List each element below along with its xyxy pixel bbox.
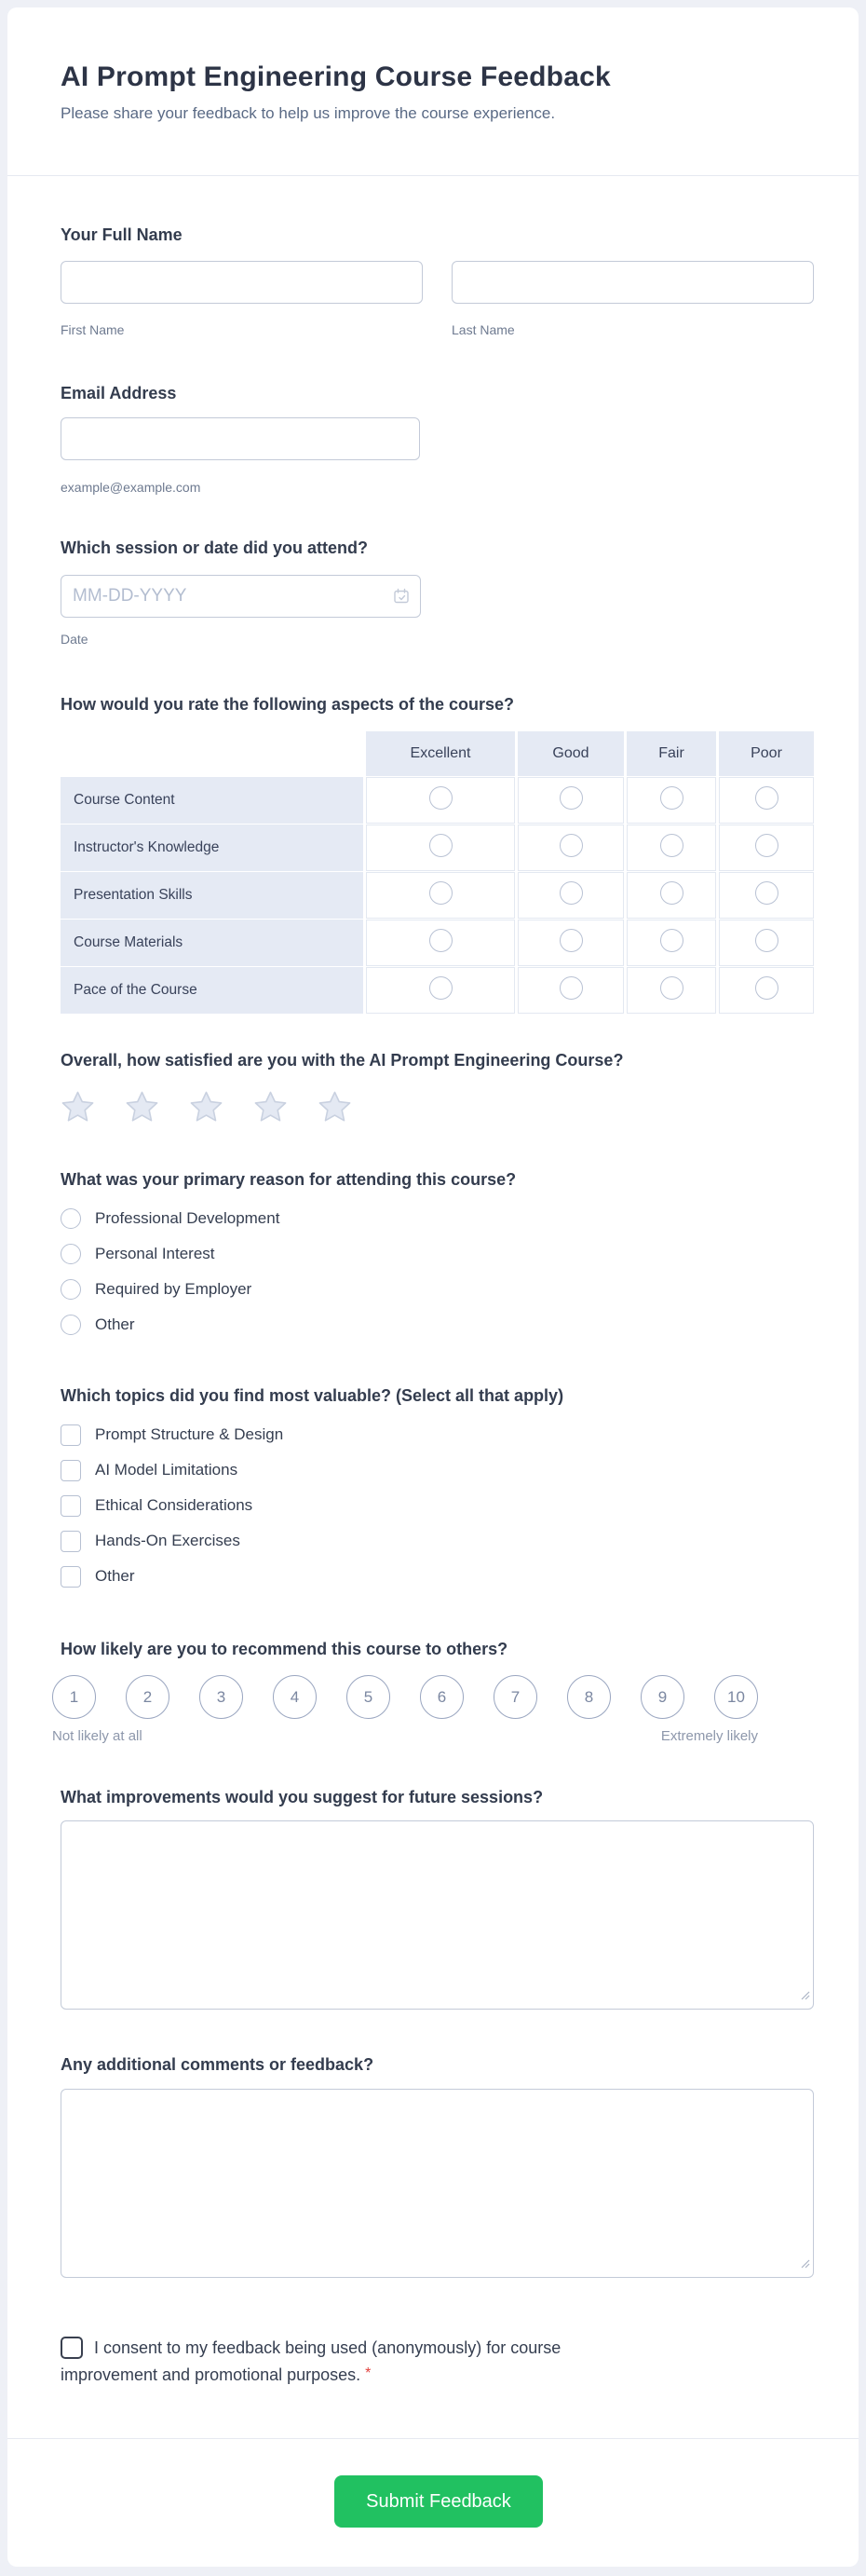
required-asterisk: * [365, 2365, 372, 2381]
page-subtitle: Please share your feedback to help us improve the course experience. [61, 104, 556, 122]
topic-option-hands-on-exercises[interactable] [61, 1523, 283, 1559]
checkbox-icon[interactable] [61, 1566, 81, 1588]
matrix-col-good: Good [518, 731, 624, 776]
scale-option-4[interactable]: 4 [273, 1675, 317, 1719]
matrix-cell [518, 777, 624, 824]
matrix-radio[interactable] [755, 834, 778, 857]
scale-option-8[interactable]: 8 [567, 1675, 611, 1719]
scale-option-2[interactable]: 2 [126, 1675, 169, 1719]
radio-icon[interactable] [61, 1244, 81, 1264]
recommend-scale [52, 1675, 758, 1719]
scale-max-label: Extremely likely [660, 1728, 758, 1744]
matrix-radio[interactable] [660, 929, 683, 952]
reason-option-label: Professional Development [95, 1209, 280, 1227]
comments-label: Any additional comments or feedback? [61, 2055, 374, 2074]
matrix-cell [518, 920, 624, 966]
consent-checkbox[interactable] [61, 2337, 83, 2359]
matrix-cell [366, 777, 515, 824]
matrix-cell [518, 967, 624, 1014]
improvements-textarea[interactable] [61, 1820, 814, 2010]
checkbox-icon[interactable] [61, 1495, 81, 1517]
matrix-header-row [61, 731, 814, 776]
topic-option-label: Ethical Considerations [95, 1496, 253, 1514]
matrix-cell [719, 872, 814, 919]
matrix-cell [627, 872, 716, 919]
checkbox-icon[interactable] [61, 1531, 81, 1552]
matrix-radio[interactable] [429, 786, 453, 810]
matrix-row [61, 967, 814, 1014]
scale-option-10[interactable]: 10 [714, 1675, 758, 1719]
matrix-cell [366, 920, 515, 966]
star-icon[interactable] [318, 1090, 352, 1124]
scale-option-3[interactable]: 3 [199, 1675, 243, 1719]
matrix-radio[interactable] [560, 834, 583, 857]
consent-text: I consent to my feedback being used (anonymously) for course improvement and promotional purposes. [61, 2338, 562, 2384]
scale-option-9[interactable]: 9 [641, 1675, 684, 1719]
full-name-label: Your Full Name [61, 225, 183, 244]
improvements-label: What improvements would you suggest for future sessions? [61, 1788, 544, 1806]
topics-label: Which topics did you find most valuable? (Select all that apply) [61, 1386, 564, 1405]
star-icon[interactable] [253, 1090, 288, 1124]
matrix-radio[interactable] [755, 786, 778, 810]
topic-option-ethical-considerations[interactable] [61, 1488, 283, 1523]
rating-matrix-table [58, 730, 817, 1015]
scale-option-7[interactable]: 7 [494, 1675, 537, 1719]
matrix-radio[interactable] [429, 929, 453, 952]
scale-option-5[interactable]: 5 [346, 1675, 390, 1719]
matrix-radio[interactable] [560, 929, 583, 952]
matrix-row-label-course-materials: Course Materials [61, 920, 363, 966]
matrix-cell [366, 872, 515, 919]
matrix-radio[interactable] [660, 834, 683, 857]
topic-option-label: AI Model Limitations [95, 1461, 238, 1479]
matrix-row-label-presentation-skills: Presentation Skills [61, 872, 363, 919]
matrix-label: How would you rate the following aspects of the course? [61, 695, 515, 714]
matrix-cell [627, 920, 716, 966]
matrix-col-excellent: Excellent [366, 731, 515, 776]
email-label: Email Address [61, 384, 177, 402]
topic-option-label: Hands-On Exercises [95, 1532, 240, 1549]
matrix-cell [719, 825, 814, 871]
checkbox-icon[interactable] [61, 1424, 81, 1446]
star-rating-group [61, 1090, 352, 1124]
recommend-label: How likely are you to recommend this course to others? [61, 1640, 508, 1658]
matrix-cell [627, 777, 716, 824]
date-input[interactable] [61, 575, 421, 618]
matrix-cell [627, 825, 716, 871]
topic-option-label: Other [95, 1567, 135, 1585]
scale-end-labels [52, 1728, 758, 1744]
reason-label: What was your primary reason for attending this course? [61, 1170, 517, 1189]
matrix-radio[interactable] [755, 929, 778, 952]
matrix-cell [366, 967, 515, 1014]
reason-option-other[interactable] [61, 1307, 279, 1343]
matrix-radio[interactable] [560, 881, 583, 905]
header-divider [7, 175, 859, 176]
matrix-cell [366, 825, 515, 871]
radio-icon[interactable] [61, 1208, 81, 1229]
matrix-corner-cell [61, 731, 363, 776]
matrix-row [61, 777, 814, 824]
matrix-radio[interactable] [429, 881, 453, 905]
reason-option-professional-development[interactable] [61, 1201, 279, 1236]
matrix-radio[interactable] [660, 976, 683, 1000]
matrix-row-label-course-content: Course Content [61, 777, 363, 824]
first-name-sublabel: First Name [61, 322, 125, 337]
matrix-cell [627, 967, 716, 1014]
date-sublabel: Date [61, 632, 88, 647]
reason-options [61, 1201, 279, 1343]
matrix-radio[interactable] [429, 976, 453, 1000]
topic-option-label: Prompt Structure & Design [95, 1425, 284, 1443]
last-name-input[interactable] [452, 261, 814, 304]
reason-option-label: Required by Employer [95, 1280, 252, 1298]
matrix-cell [518, 825, 624, 871]
matrix-row [61, 872, 814, 919]
matrix-row-label-pace-of-course: Pace of the Course [61, 967, 363, 1014]
checkbox-icon[interactable] [61, 1460, 81, 1481]
scale-option-1[interactable]: 1 [52, 1675, 96, 1719]
matrix-radio[interactable] [755, 976, 778, 1000]
reason-option-personal-interest[interactable] [61, 1236, 279, 1272]
topic-option-ai-model-limitations[interactable] [61, 1452, 283, 1488]
page-title: AI Prompt Engineering Course Feedback [61, 61, 611, 92]
submit-feedback-button[interactable]: Submit Feedback [334, 2475, 543, 2528]
matrix-col-fair: Fair [627, 731, 716, 776]
matrix-radio[interactable] [660, 881, 683, 905]
radio-icon[interactable] [61, 1279, 81, 1300]
star-icon[interactable] [125, 1090, 159, 1124]
matrix-row-label-instructors-knowledge: Instructor's Knowledge [61, 825, 363, 871]
matrix-cell [719, 967, 814, 1014]
matrix-radio[interactable] [560, 976, 583, 1000]
star-icon[interactable] [61, 1090, 95, 1124]
star-icon[interactable] [189, 1090, 223, 1124]
radio-icon[interactable] [61, 1315, 81, 1335]
email-hint: example@example.com [61, 480, 201, 495]
reason-option-label: Personal Interest [95, 1245, 215, 1262]
matrix-radio[interactable] [755, 881, 778, 905]
reason-option-required-by-employer[interactable] [61, 1272, 279, 1307]
matrix-cell [518, 872, 624, 919]
star-rating-label: Overall, how satisfied are you with the AI Prompt Engineering Course? [61, 1051, 624, 1070]
matrix-radio[interactable] [660, 786, 683, 810]
session-date-label: Which session or date did you attend? [61, 538, 369, 557]
topic-option-other[interactable] [61, 1559, 283, 1594]
topic-option-prompt-structure[interactable] [61, 1417, 283, 1452]
comments-textarea[interactable] [61, 2089, 814, 2278]
last-name-sublabel: Last Name [452, 322, 515, 337]
matrix-cell [719, 920, 814, 966]
form-card [7, 7, 859, 2567]
consent-row [61, 2335, 619, 2390]
reason-option-label: Other [95, 1315, 135, 1333]
scale-min-label: Not likely at all [52, 1728, 142, 1744]
matrix-radio[interactable] [560, 786, 583, 810]
matrix-row [61, 825, 814, 871]
email-input[interactable] [61, 417, 420, 460]
topics-options [61, 1417, 283, 1594]
scale-option-6[interactable]: 6 [420, 1675, 464, 1719]
matrix-cell [719, 777, 814, 824]
first-name-input[interactable] [61, 261, 423, 304]
matrix-col-poor: Poor [719, 731, 814, 776]
matrix-radio[interactable] [429, 834, 453, 857]
matrix-row [61, 920, 814, 966]
footer-divider [7, 2438, 859, 2439]
